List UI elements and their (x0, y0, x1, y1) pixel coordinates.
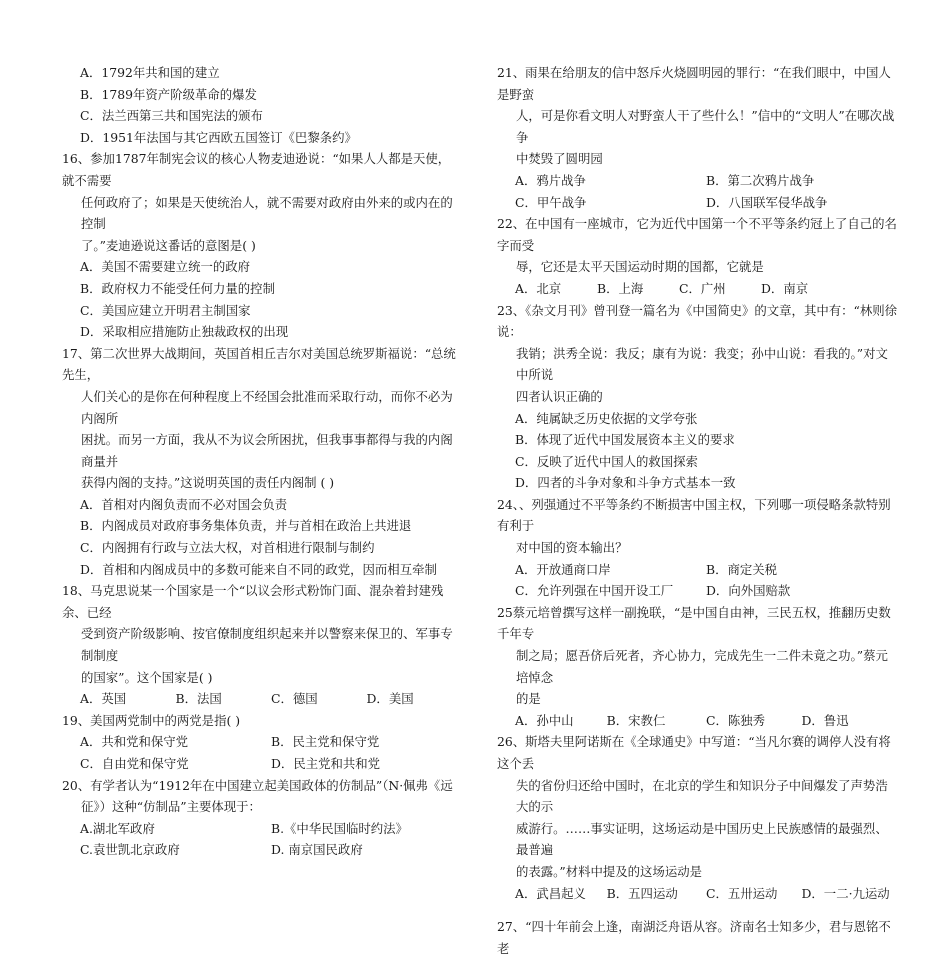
options-row (497, 170, 897, 192)
left-column (62, 62, 462, 861)
option-a: A．首相对内阁负责而不必对国会负责 (80, 496, 288, 512)
option-a: A．共和党和保守党 (80, 734, 189, 750)
question-stem-line: 人们关心的是你在何种程度上不经国会批准而采取行动，而你不必为内阁所 (81, 388, 453, 426)
question-stem-line: 27、“四十年前会上逢，南湖泛舟语从容。济南名士知多少，君与恩铭不老 (497, 919, 891, 956)
question-stem-line: 25蔡元培曾撰写这样一副挽联，“是中国自由神，三民五权，推翻历史数千年专 (497, 604, 891, 642)
question-19 (62, 710, 462, 775)
question-stem-line: 威游行。……事实证明，这场运动是中国历史上民族感情的最强烈、最普遍 (516, 820, 888, 858)
option-b: B．上海 (597, 280, 644, 296)
question-stem-line: 获得内阁的支持。”这说明英国的责任内阁制 ( ) (81, 475, 335, 491)
options-row (62, 753, 462, 775)
question-25 (497, 602, 897, 732)
options-row (497, 883, 897, 905)
question-17 (62, 343, 462, 581)
question-stem-line: 困扰。而另一方面，我从不为议会所困扰，但我事事都得与我的内阁商量并 (81, 432, 453, 469)
right-column (497, 62, 897, 959)
question-18 (62, 580, 462, 710)
question-stem-line: 我销；洪秀全说：我反；康有为说：我变；孙中山说：看我的。”对文中所说 (516, 345, 888, 383)
question-16 (62, 148, 462, 342)
option-c: C．德国 (271, 691, 318, 707)
question-24 (497, 494, 897, 602)
question-15-options (62, 62, 462, 148)
question-stem-line: 的表露。”材料中提及的这场运动是 (516, 863, 702, 879)
option-b: B．第二次鸦片战争 (706, 172, 815, 188)
question-26 (497, 731, 897, 904)
question-stem-line: 人，可是你看文明人对野蛮人干了些什么！”信中的“文明人”在哪次战争 (516, 108, 895, 145)
option-d: D．南京 (761, 280, 809, 296)
question-stem-line: 21、雨果在给朋友的信中怒斥火烧圆明园的罪行：“在我们眼中，中国人是野蛮 (497, 65, 891, 102)
option-d: D．民主党和共和党 (271, 756, 381, 771)
option-c: C．内阁拥有行政与立法大权，对首相进行限制与制约 (80, 540, 375, 556)
options-row (497, 710, 897, 732)
option-b: B．体现了近代中国发展资本主义的要求 (515, 432, 735, 448)
option-c: C．法兰西第三共和国宪法的颁布 (80, 108, 263, 124)
options-row (62, 818, 462, 840)
options-row (62, 688, 462, 710)
question-stem-line: 中焚毁了圆明园 (516, 151, 603, 167)
option-c: C．反映了近代中国人的救国探索 (515, 453, 698, 469)
options-row (497, 192, 897, 214)
question-stem-line: 对中国的资本输出？ (516, 540, 628, 556)
question-stem-line: 四者认识正确的 (516, 388, 603, 404)
question-stem-line: 失的省份归还给中国时，在北京的学生和知识分子中间爆发了声势浩大的示 (516, 777, 888, 815)
option-b: B．内阁成员对政府事务集体负责，并与首相在政治上共进退 (80, 518, 412, 534)
option-a: A.湖北军政府 (80, 820, 155, 836)
question-stem-line: 征》）这种“仿制品”主要体现于： (81, 799, 261, 815)
option-b: B．五四运动 (606, 885, 678, 901)
question-stem-line: 26、斯塔夫里阿诺斯在《全球通史》中写道：“当凡尔赛的调停人没有将这个丢 (497, 734, 891, 771)
question-stem-line: 19、美国两党制中的两党是指( ) (62, 712, 241, 728)
options-row (62, 839, 462, 861)
options-row (62, 731, 462, 753)
option-b: B．政府权力不能受任何力量的控制 (80, 280, 275, 296)
option-a: A．鸦片战争 (515, 172, 586, 188)
option-b: B．民主党和保守党 (271, 734, 380, 750)
option-c: C．自由党和保守党 (80, 756, 189, 771)
option-d: D．1951年法国与其它西欧五国签订《巴黎条约》 (80, 129, 357, 145)
option-d: D．鲁迅 (801, 712, 849, 728)
options-row (497, 559, 897, 581)
question-stem-line: 制之局；愿吾侪后死者，齐心协力，完成先生一二件未竟之功。”蔡元培悼念 (516, 648, 888, 685)
option-d: D. 南京国民政府 (271, 842, 363, 858)
option-d: D．向外国赔款 (706, 583, 791, 599)
question-stem-line: 受到资产阶级影响、按官僚制度组织起来并以警察来保卫的、军事专制制度 (81, 626, 453, 664)
question-stem-line: 16、参加1787年制宪会议的核心人物麦迪逊说：“如果人人都是天使，就不需要 (62, 151, 451, 188)
question-stem-line: 20、有学者认为“1912年在中国建立起美国政体的仿制品”（N·佩弗《远 (62, 777, 453, 793)
option-c: C．美国应建立开明君主制国家 (80, 302, 251, 318)
question-27 (497, 916, 897, 959)
question-22 (497, 213, 897, 299)
question-stem-line: 了。”麦迪逊说这番话的意图是( ) (81, 237, 256, 253)
option-b: B．宋教仁 (606, 712, 666, 728)
option-a: A．北京 (515, 280, 562, 296)
option-d: D．采取相应措施防止独裁政权的出现 (80, 324, 289, 340)
question-20 (62, 775, 462, 861)
question-stem-line: 任何政府了；如果是天使统治人，就不需要对政府由外来的或内在的控制 (81, 194, 453, 232)
option-a: A．1792年共和国的建立 (80, 65, 220, 80)
option-d: D．一二·九运动 (801, 885, 890, 901)
option-d: D．八国联军侵华战争 (706, 194, 828, 210)
option-c: C.袁世凯北京政府 (80, 842, 180, 858)
option-d: D．美国 (366, 691, 414, 707)
option-c: C．五卅运动 (705, 885, 778, 901)
option-d: D．首相和内阁成员中的多数可能来自不同的政党，因而相互牵制 (80, 561, 437, 577)
option-a: A．美国不需要建立统一的政府 (80, 259, 251, 275)
options-row (497, 278, 897, 300)
option-a: A．开放通商口岸 (515, 561, 611, 577)
question-stem-line: 的国家”。这个国家是( ) (81, 669, 213, 685)
option-a: A．武昌起义 (515, 885, 586, 901)
question-21 (497, 62, 897, 213)
option-c: C．广州 (679, 280, 726, 296)
question-stem-line: 17、第二次世界大战期间，英国首相丘吉尔对美国总统罗斯福说：“总统先生， (62, 345, 456, 383)
question-23 (497, 300, 897, 494)
option-a: A．孙中山 (515, 712, 574, 728)
option-a: A．纯属缺乏历史依据的文学夸张 (515, 410, 698, 426)
option-c: C．陈独秀 (705, 712, 766, 728)
option-c: C．甲午战争 (515, 194, 587, 210)
question-stem-line: 24、、列强通过不平等条约不断损害中国主权，下列哪一项侵略条款特别有利于 (497, 496, 891, 534)
question-stem-line: 23、《杂文月刊》曾刊登一篇名为《中国简史》的文章，其中有：“林则徐说： (497, 302, 898, 340)
option-a: A．英国 (80, 691, 127, 707)
question-stem-line: 18、马克思说某一个国家是一个“以议会形式粉饰门面、混杂着封建残余、已经 (62, 583, 444, 620)
option-c: C．允许列强在中国开设工厂 (515, 583, 674, 599)
question-stem-line: 的是 (516, 691, 541, 707)
option-b: B．法国 (175, 691, 222, 707)
question-stem-line: 辱，它还是太平天国运动时期的国都，它就是 (516, 259, 764, 275)
options-row (497, 580, 897, 602)
option-b: B．商定关税 (706, 561, 778, 577)
option-b: B．1789年资产阶级革命的爆发 (80, 86, 257, 102)
option-d: D．四者的斗争对象和斗争方式基本一致 (515, 475, 736, 491)
question-stem-line: 22、在中国有一座城市，它为近代中国第一个不平等条约冠上了自己的名字而受 (497, 216, 897, 253)
option-b: B.《中华民国临时约法》 (271, 820, 408, 836)
